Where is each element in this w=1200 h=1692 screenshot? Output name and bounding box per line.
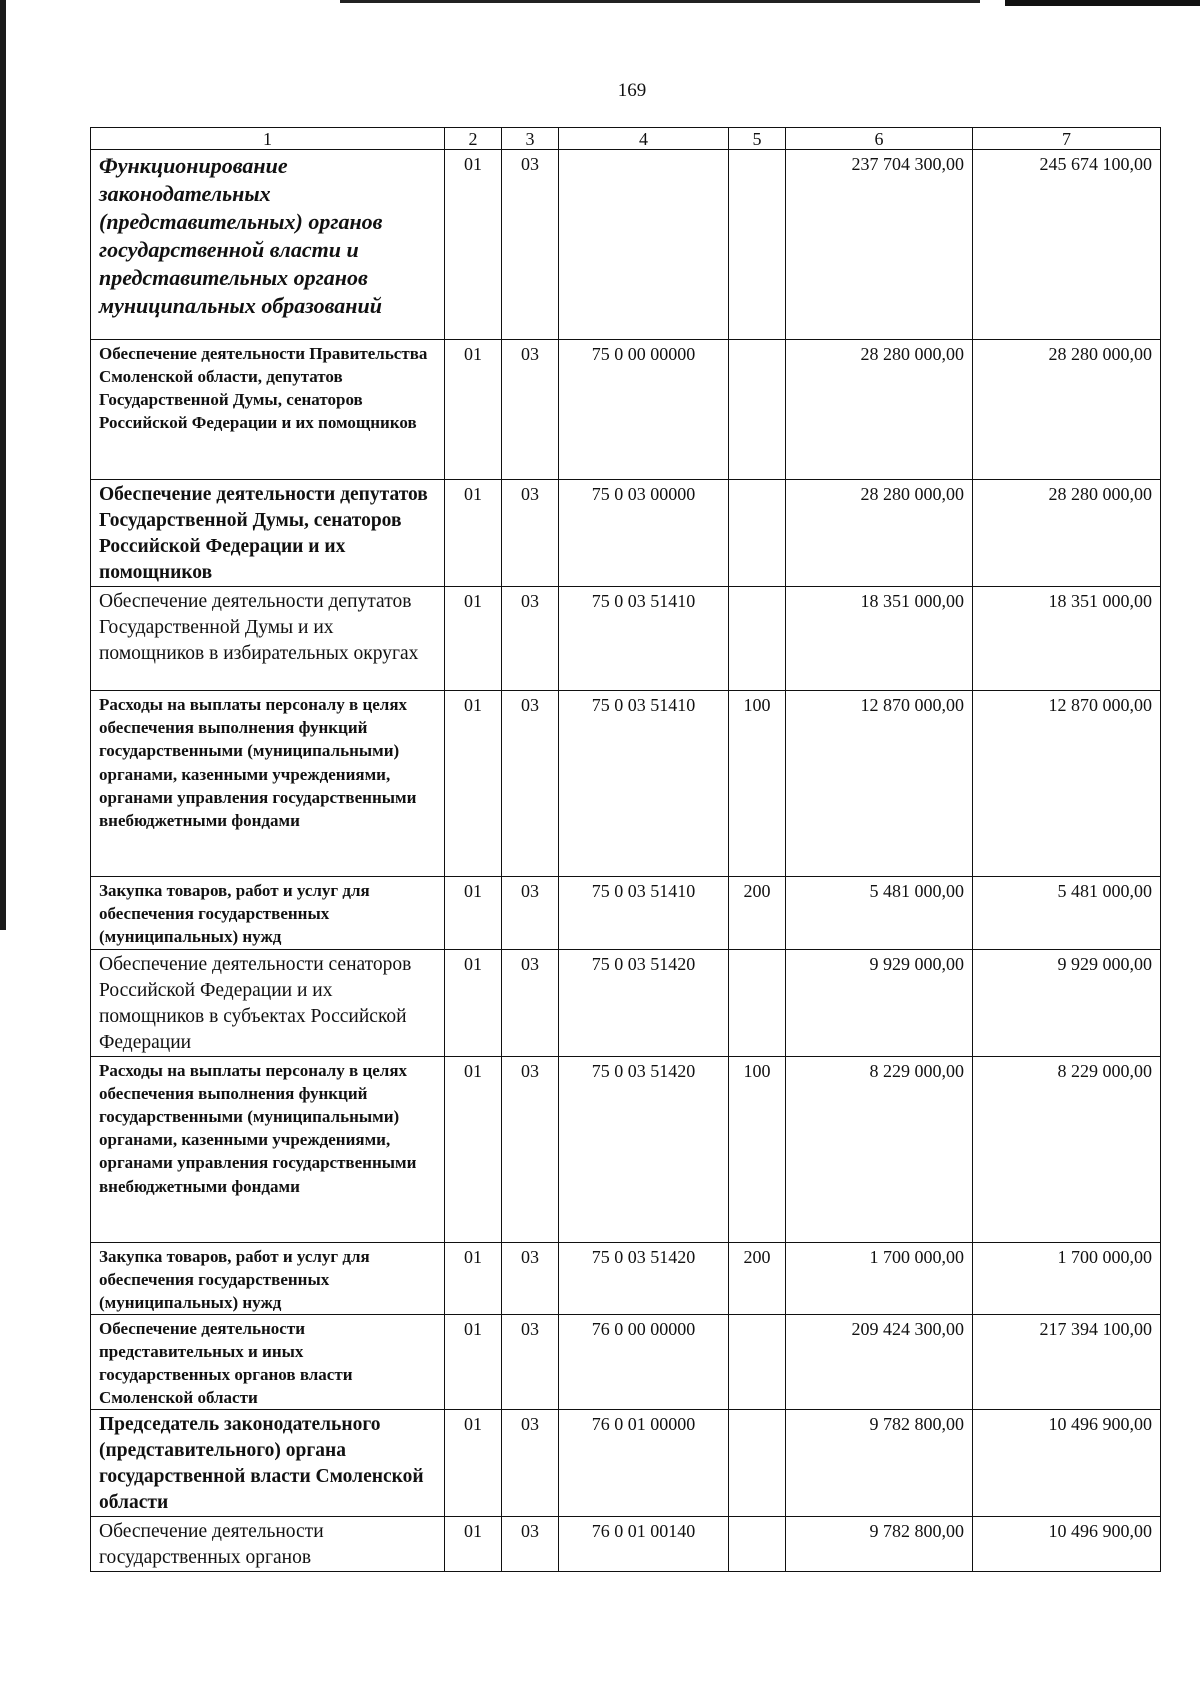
row-name-cell: Обеспечение деятельности представительных и иных государственных органов власти Смоленской области — [91, 1315, 445, 1410]
subsection-code-cell: 03 — [502, 587, 559, 691]
expense-type-cell — [729, 1410, 786, 1517]
expense-type-cell — [729, 587, 786, 691]
amount-year2-cell: 1 700 000,00 — [973, 1242, 1161, 1315]
row-name-cell: Обеспечение деятельности Правительства Смоленской области, депутатов Государственной Думы, сенаторов Российской Федерации и их помощников — [91, 340, 445, 480]
table-row — [91, 1410, 1161, 1517]
table-row — [91, 480, 1161, 587]
row-name-cell: Расходы на выплаты персоналу в целях обеспечения выполнения функций государственными (муниципальными) органами, казенными учреждениями, органами управления государственными внебюджетными фондами — [91, 691, 445, 877]
section-code-cell: 01 — [445, 1517, 502, 1572]
column-header: 1 — [91, 128, 445, 150]
amount-year2-cell: 10 496 900,00 — [973, 1410, 1161, 1517]
row-name-cell: Расходы на выплаты персоналу в целях обеспечения выполнения функций государственными (муниципальными) органами, казенными учреждениями, органами управления государственными внебюджетными фондами — [91, 1056, 445, 1242]
header-row — [91, 128, 1161, 150]
amount-year1-cell: 1 700 000,00 — [786, 1242, 973, 1315]
section-code-cell: 01 — [445, 691, 502, 877]
column-header: 3 — [502, 128, 559, 150]
row-name-cell: Закупка товаров, работ и услуг для обеспечения государственных (муниципальных) нужд — [91, 1242, 445, 1315]
target-article-cell — [559, 150, 729, 340]
column-header: 6 — [786, 128, 973, 150]
amount-year1-cell: 12 870 000,00 — [786, 691, 973, 877]
amount-year1-cell: 28 280 000,00 — [786, 480, 973, 587]
section-code-cell: 01 — [445, 480, 502, 587]
section-code-cell: 01 — [445, 877, 502, 950]
subsection-code-cell: 03 — [502, 949, 559, 1056]
table-row — [91, 1242, 1161, 1315]
section-code-cell: 01 — [445, 1410, 502, 1517]
target-article-cell: 75 0 00 00000 — [559, 340, 729, 480]
section-code-cell: 01 — [445, 1242, 502, 1315]
row-name-cell: Обеспечение деятельности государственных органов — [91, 1517, 445, 1572]
table-row — [91, 877, 1161, 950]
row-name-cell: Закупка товаров, работ и услуг для обеспечения государственных (муниципальных) нужд — [91, 877, 445, 950]
amount-year1-cell: 28 280 000,00 — [786, 340, 973, 480]
row-name-cell: Обеспечение деятельности сенаторов Российской Федерации и их помощников в субъектах Российской Федерации — [91, 949, 445, 1056]
table-row — [91, 150, 1161, 340]
expense-type-cell — [729, 1315, 786, 1410]
target-article-cell: 75 0 03 51420 — [559, 1242, 729, 1315]
target-article-cell: 75 0 03 51420 — [559, 949, 729, 1056]
amount-year1-cell: 237 704 300,00 — [786, 150, 973, 340]
table-row — [91, 949, 1161, 1056]
expense-type-cell — [729, 340, 786, 480]
amount-year2-cell: 217 394 100,00 — [973, 1315, 1161, 1410]
subsection-code-cell: 03 — [502, 340, 559, 480]
amount-year2-cell: 8 229 000,00 — [973, 1056, 1161, 1242]
expense-type-cell: 100 — [729, 691, 786, 877]
expense-type-cell — [729, 480, 786, 587]
table-row — [91, 1315, 1161, 1410]
amount-year2-cell: 12 870 000,00 — [973, 691, 1161, 877]
column-header: 4 — [559, 128, 729, 150]
subsection-code-cell: 03 — [502, 691, 559, 877]
amount-year2-cell: 28 280 000,00 — [973, 480, 1161, 587]
amount-year2-cell: 28 280 000,00 — [973, 340, 1161, 480]
target-article-cell: 75 0 03 00000 — [559, 480, 729, 587]
table-row — [91, 587, 1161, 691]
target-article-cell: 75 0 03 51420 — [559, 1056, 729, 1242]
subsection-code-cell: 03 — [502, 480, 559, 587]
section-code-cell: 01 — [445, 587, 502, 691]
row-name-cell: Обеспечение деятельности депутатов Государственной Думы и их помощников в избирательных округах — [91, 587, 445, 691]
target-article-cell: 75 0 03 51410 — [559, 691, 729, 877]
column-header: 5 — [729, 128, 786, 150]
subsection-code-cell: 03 — [502, 150, 559, 340]
subsection-code-cell: 03 — [502, 1410, 559, 1517]
page-number: 169 — [617, 80, 647, 101]
amount-year2-cell: 245 674 100,00 — [973, 150, 1161, 340]
amount-year1-cell: 9 782 800,00 — [786, 1517, 973, 1572]
amount-year2-cell: 5 481 000,00 — [973, 877, 1161, 950]
amount-year2-cell: 10 496 900,00 — [973, 1517, 1161, 1572]
target-article-cell: 76 0 01 00000 — [559, 1410, 729, 1517]
section-code-cell: 01 — [445, 1056, 502, 1242]
target-article-cell: 75 0 03 51410 — [559, 877, 729, 950]
subsection-code-cell: 03 — [502, 1056, 559, 1242]
amount-year1-cell: 18 351 000,00 — [786, 587, 973, 691]
column-header: 2 — [445, 128, 502, 150]
amount-year1-cell: 8 229 000,00 — [786, 1056, 973, 1242]
expense-type-cell: 100 — [729, 1056, 786, 1242]
amount-year1-cell: 209 424 300,00 — [786, 1315, 973, 1410]
expense-type-cell — [729, 949, 786, 1056]
subsection-code-cell: 03 — [502, 1242, 559, 1315]
scan-edge-line — [0, 0, 6, 930]
expense-type-cell: 200 — [729, 877, 786, 950]
section-code-cell: 01 — [445, 150, 502, 340]
table-row — [91, 691, 1161, 877]
row-name-cell: Обеспечение деятельности депутатов Государственной Думы, сенаторов Российской Федерации и их помощников — [91, 480, 445, 587]
amount-year1-cell: 9 782 800,00 — [786, 1410, 973, 1517]
expense-type-cell: 200 — [729, 1242, 786, 1315]
column-header: 7 — [973, 128, 1161, 150]
subsection-code-cell: 03 — [502, 877, 559, 950]
table-row — [91, 1056, 1161, 1242]
scan-edge-line — [1005, 0, 1200, 6]
table-row — [91, 340, 1161, 480]
amount-year2-cell: 9 929 000,00 — [973, 949, 1161, 1056]
subsection-code-cell: 03 — [502, 1517, 559, 1572]
budget-table — [90, 127, 1161, 1572]
amount-year2-cell: 18 351 000,00 — [973, 587, 1161, 691]
row-name-cell: Функционирование законодательных (представительных) органов государственной власти и представительных органов муниципальных образований — [91, 150, 445, 340]
scan-edge-line — [340, 0, 980, 3]
amount-year1-cell: 5 481 000,00 — [786, 877, 973, 950]
subsection-code-cell: 03 — [502, 1315, 559, 1410]
row-name-cell: Председатель законодательного (представительного) органа государственной власти Смоленской области — [91, 1410, 445, 1517]
expense-type-cell — [729, 150, 786, 340]
section-code-cell: 01 — [445, 340, 502, 480]
target-article-cell: 76 0 00 00000 — [559, 1315, 729, 1410]
amount-year1-cell: 9 929 000,00 — [786, 949, 973, 1056]
target-article-cell: 75 0 03 51410 — [559, 587, 729, 691]
target-article-cell: 76 0 01 00140 — [559, 1517, 729, 1572]
section-code-cell: 01 — [445, 949, 502, 1056]
section-code-cell: 01 — [445, 1315, 502, 1410]
expense-type-cell — [729, 1517, 786, 1572]
table-row — [91, 1517, 1161, 1572]
